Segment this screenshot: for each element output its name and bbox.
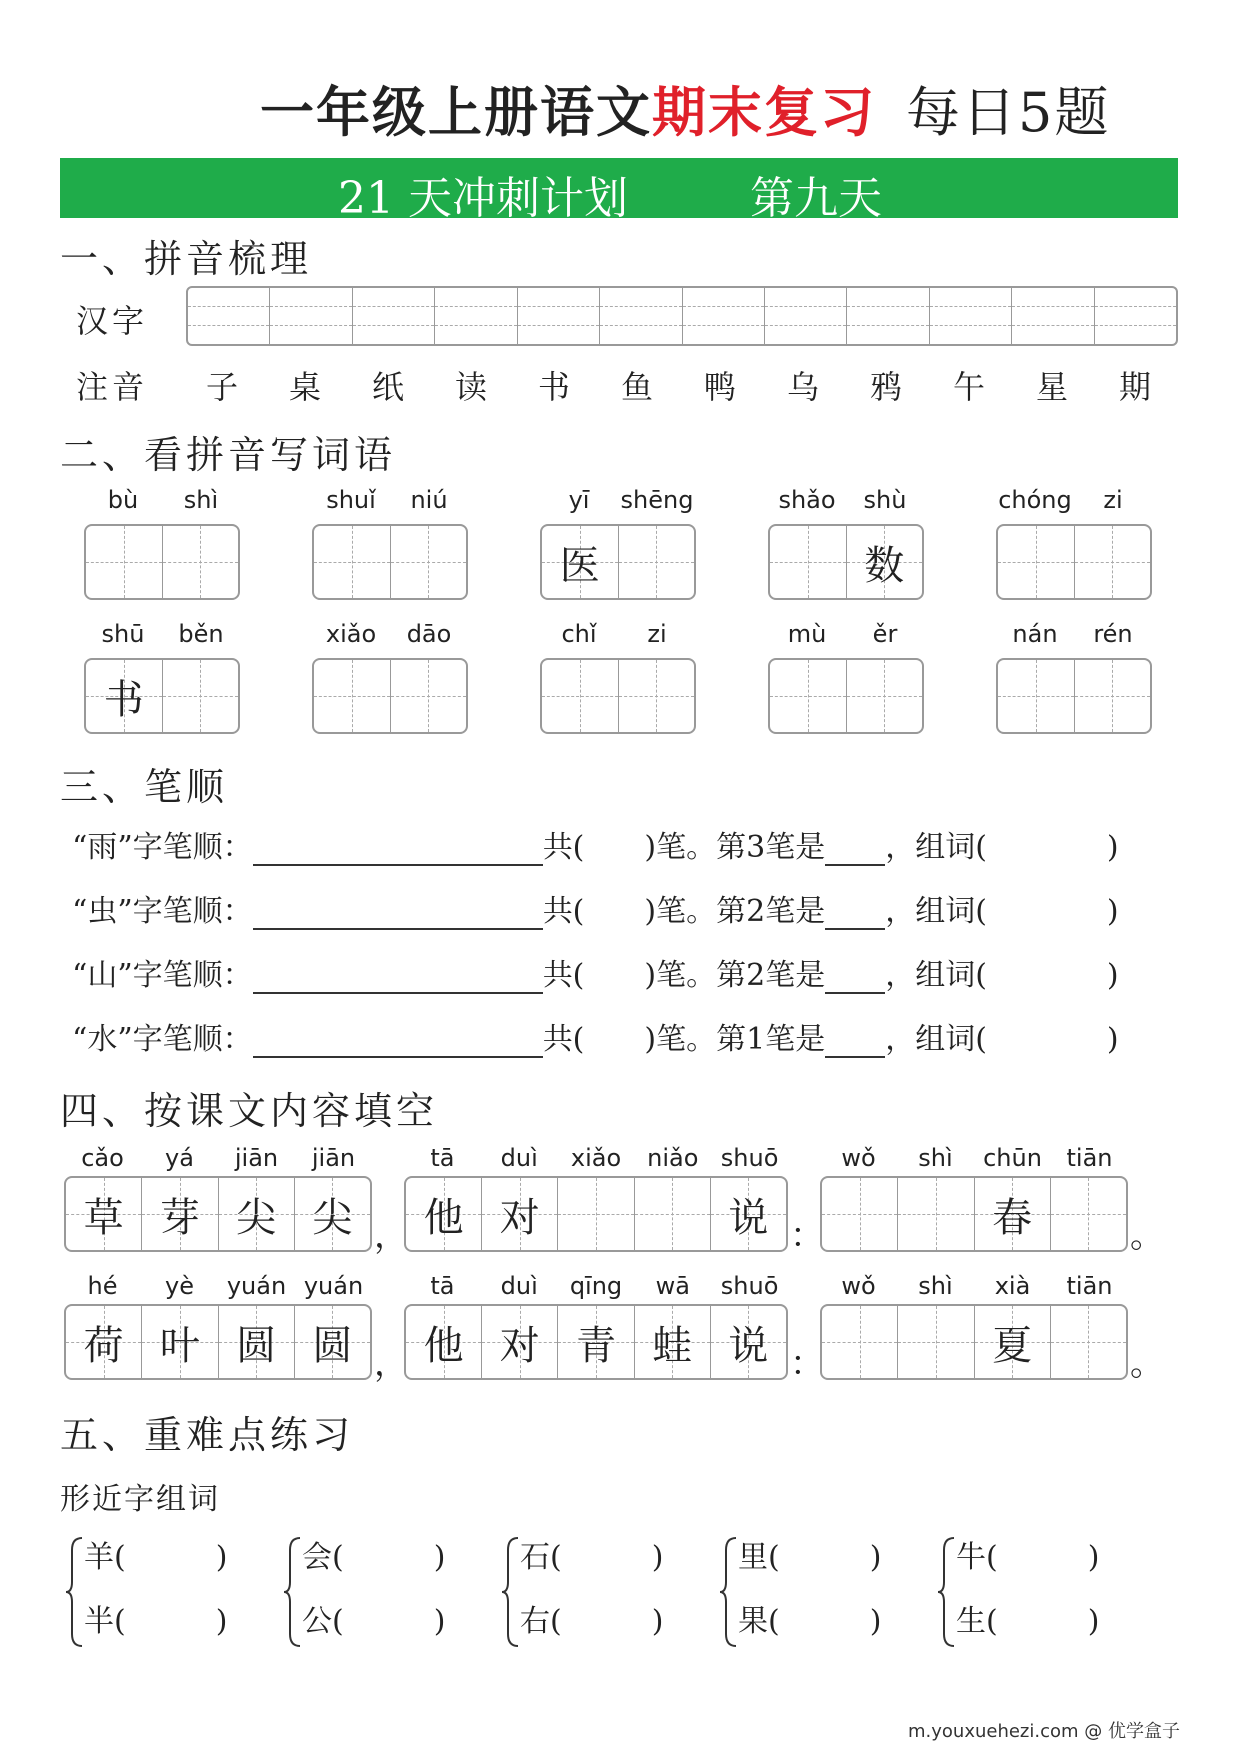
sentence-group: hé yè yuán yuán 荷 叶 圆 圆: [64, 1272, 372, 1380]
pinyin-write-grid[interactable]: [186, 286, 1178, 346]
pinyin: rén: [1093, 620, 1133, 648]
tianzige-box[interactable]: 春: [820, 1176, 1128, 1252]
brace-icon: [282, 1536, 302, 1648]
pinyin: yī: [568, 486, 590, 514]
hanzi-char: 读: [454, 368, 487, 406]
stroke-order-blank[interactable]: [253, 964, 543, 994]
word-item: [768, 486, 924, 600]
section4-heading: 四、按课文内容填空: [60, 1089, 439, 1133]
word-item: [996, 486, 1152, 600]
zhuyin-label: 注音: [76, 368, 149, 406]
hanzi-char: 乌: [786, 368, 819, 406]
pinyin: běn: [178, 620, 224, 648]
word-item: [768, 620, 924, 734]
similar-char-pair: 石( ) 右( ): [500, 1532, 690, 1652]
tianzige-box[interactable]: [540, 658, 696, 734]
period: 。: [1130, 1216, 1164, 1256]
pinyin: zi: [647, 620, 667, 648]
word-blank[interactable]: ( ): [768, 1540, 882, 1575]
plan-banner: [60, 158, 1178, 224]
sentence-group: tā duì xiǎo niǎo shuō 他 对 说: [404, 1144, 788, 1252]
sentence-group: tā duì qīng wā shuō 他 对 青 蛙 说: [404, 1272, 788, 1380]
brace-icon: [500, 1536, 520, 1648]
tianzige-box[interactable]: [312, 658, 468, 734]
pinyin: shēng: [620, 486, 694, 514]
hanzi-char: 午: [952, 368, 985, 406]
section5-subheading: 形近字组词: [60, 1482, 220, 1517]
word-blank[interactable]: ( ): [550, 1540, 664, 1575]
pinyin-cell[interactable]: [765, 288, 847, 344]
tianzige-box[interactable]: 他 对 说: [404, 1176, 788, 1252]
sentence-group: cǎo yá jiān jiān 草 芽 尖 尖: [64, 1144, 372, 1252]
hanzi-char: 鸦: [869, 368, 902, 406]
hanzi-char: 鱼: [620, 368, 653, 406]
page-title: [260, 70, 1110, 150]
tianzige-box[interactable]: 医: [540, 524, 696, 600]
pinyin-cell[interactable]: [435, 288, 517, 344]
tianzige-box[interactable]: 数: [768, 524, 924, 600]
tianzige-box[interactable]: [996, 658, 1152, 734]
tianzige-box[interactable]: [996, 524, 1152, 600]
stroke-row: “水”字笔顺： 共( )笔。第1笔是 ，组词( ): [72, 1022, 1119, 1057]
hanzi-char: 书: [537, 368, 570, 406]
tianzige-box[interactable]: [312, 524, 468, 600]
pinyin: shū: [101, 620, 145, 648]
nth-stroke-blank[interactable]: [825, 836, 885, 866]
similar-char-pair: 牛( ) 生( ): [936, 1532, 1126, 1652]
word-blank[interactable]: ( ): [550, 1604, 664, 1639]
comma: ，: [374, 1216, 408, 1256]
word-item: [312, 486, 468, 600]
section2-heading: 二、看拼音写词语: [60, 433, 397, 477]
section3-heading: 三、笔顺: [60, 765, 229, 809]
pinyin: zi: [1103, 486, 1123, 514]
pinyin: chǐ: [561, 620, 597, 648]
similar-char-pair: 羊( ) 半( ): [64, 1532, 254, 1652]
word-blank[interactable]: ( ): [114, 1540, 228, 1575]
tianzige-box[interactable]: 书: [84, 658, 240, 734]
word-blank[interactable]: ( ): [332, 1540, 446, 1575]
pinyin: xiǎo: [325, 620, 377, 648]
pinyin-cell[interactable]: [847, 288, 929, 344]
pinyin: chóng: [998, 486, 1072, 514]
hanzi-label: 汉字: [76, 302, 149, 340]
pinyin: shǎo: [778, 486, 836, 514]
pinyin-cell[interactable]: [600, 288, 682, 344]
comma: ，: [374, 1344, 408, 1384]
banner-right: 第九天: [750, 173, 882, 224]
word-item: [540, 620, 696, 734]
tianzige-box[interactable]: 草 芽 尖 尖: [64, 1176, 372, 1252]
word-blank[interactable]: ( ): [768, 1604, 882, 1639]
pinyin-cell[interactable]: [930, 288, 1012, 344]
hanzi-char: 桌: [288, 368, 321, 406]
hanzi-char: 期: [1118, 368, 1151, 406]
word-blank[interactable]: ( ): [114, 1604, 228, 1639]
pinyin-cell[interactable]: [353, 288, 435, 344]
pinyin: shì: [183, 486, 219, 514]
pinyin: niú: [410, 486, 448, 514]
pinyin-cell[interactable]: [518, 288, 600, 344]
word-item: [84, 620, 240, 734]
stroke-row: “虫”字笔顺： 共( )笔。第2笔是 ，组词( ): [72, 894, 1119, 929]
colon: ：: [790, 1344, 824, 1384]
tianzige-box[interactable]: 夏: [820, 1304, 1128, 1380]
footer-watermark: m.youxuehezi.com @ 优学盒子: [907, 1721, 1180, 1742]
word-item: [84, 486, 240, 600]
word-item: [996, 620, 1152, 734]
stroke-row: “山”字笔顺： 共( )笔。第2笔是 ，组词( ): [72, 958, 1119, 993]
section5-heading: 五、重难点练习: [60, 1413, 355, 1457]
word-blank[interactable]: ( ): [986, 1604, 1100, 1639]
pinyin: nán: [1012, 620, 1058, 648]
similar-char-pair: 里( ) 果( ): [718, 1532, 908, 1652]
stroke-row: “雨”字笔顺： 共( )笔。第3笔是 ，组词( ): [72, 830, 1119, 865]
pinyin-cell[interactable]: [1095, 288, 1176, 344]
word-blank[interactable]: ( ): [332, 1604, 446, 1639]
word-blank[interactable]: ( ): [986, 1540, 1100, 1575]
brace-icon: [718, 1536, 738, 1648]
pinyin-cell[interactable]: [1012, 288, 1094, 344]
pinyin: mù: [787, 620, 827, 648]
title-part2: 期末复习: [652, 81, 876, 144]
sentence-group: wǒ shì xià tiān 夏: [820, 1272, 1128, 1380]
brace-icon: [64, 1536, 84, 1648]
pinyin: shuǐ: [326, 486, 376, 514]
title-part1: 一年级上册语文: [260, 81, 652, 144]
stroke-order-blank[interactable]: [253, 1028, 543, 1058]
hanzi-char: 星: [1035, 368, 1068, 406]
banner-left: 21 天冲刺计划: [338, 173, 628, 224]
tianzige-box[interactable]: [768, 658, 924, 734]
section1-heading: 一、拼音梳理: [60, 237, 313, 281]
tianzige-box[interactable]: [84, 524, 240, 600]
pinyin-cell[interactable]: [270, 288, 352, 344]
nth-stroke-blank[interactable]: [825, 1028, 885, 1058]
hanzi-char: 纸: [371, 368, 404, 406]
pinyin: dāo: [406, 620, 452, 648]
period: 。: [1130, 1344, 1164, 1384]
pinyin: ěr: [872, 620, 898, 648]
colon: ：: [790, 1216, 824, 1256]
pinyin-cell[interactable]: [683, 288, 765, 344]
nth-stroke-blank[interactable]: [825, 900, 885, 930]
tianzige-box[interactable]: 他 对 青 蛙 说: [404, 1304, 788, 1380]
sentence-group: wǒ shì chūn tiān 春: [820, 1144, 1128, 1252]
nth-stroke-blank[interactable]: [825, 964, 885, 994]
hanzi-char: 鸭: [703, 368, 736, 406]
pinyin: shù: [863, 486, 907, 514]
pinyin-cell[interactable]: [188, 288, 270, 344]
similar-char-pair: 会( ) 公( ): [282, 1532, 472, 1652]
brace-icon: [936, 1536, 956, 1648]
pinyin: bù: [107, 486, 139, 514]
tianzige-box[interactable]: 荷 叶 圆 圆: [64, 1304, 372, 1380]
word-item: [312, 620, 468, 734]
hanzi-char: 子: [205, 368, 238, 406]
stroke-order-blank[interactable]: [253, 836, 543, 866]
title-part3: 每日5题: [906, 81, 1111, 144]
stroke-order-blank[interactable]: [253, 900, 543, 930]
word-item: [540, 486, 696, 600]
